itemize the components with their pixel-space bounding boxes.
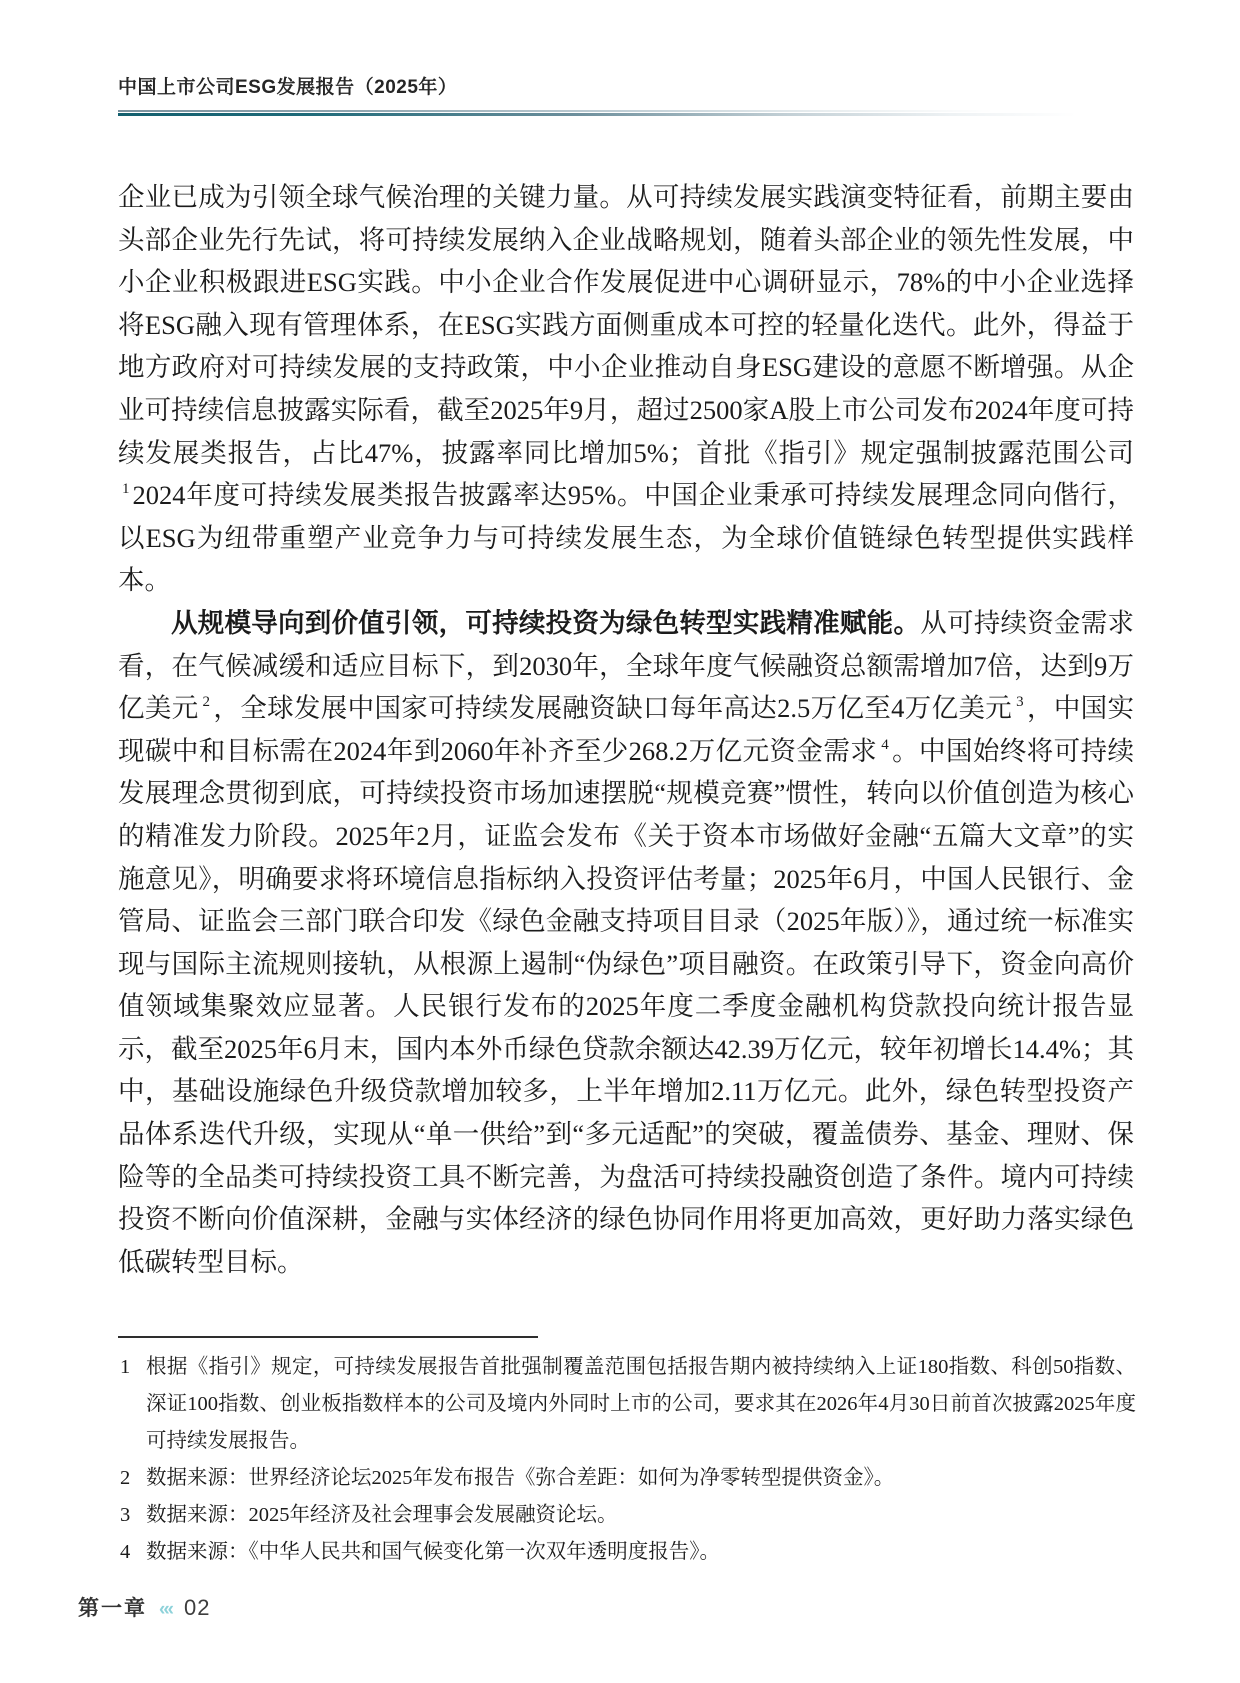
page-footer: [78, 1592, 210, 1622]
body-text: [118, 176, 1134, 1283]
header-rule: [118, 110, 1160, 116]
footnote-number: 2: [120, 1467, 131, 1489]
footnote: [118, 1349, 1136, 1460]
paragraph: [118, 176, 1134, 602]
chapter-label: 第一章: [78, 1597, 147, 1620]
footnote-number: 1: [120, 1356, 131, 1378]
footnote-separator: [118, 1336, 538, 1338]
footnote-ref: 4: [881, 736, 889, 753]
paragraph-text: 2024年度可持续发展类报告披露率达95%。中国企业秉承可持续发展理念同向偕行，以ESG为纽带重塑产业竞争力与可持续发展生态，为全球价值链绿色转型提供实践样本。: [118, 480, 1134, 596]
footnote: [118, 1460, 1136, 1497]
footnote-ref: 1: [122, 481, 130, 498]
page-header: [118, 72, 1160, 116]
footnote-ref: 3: [1016, 694, 1024, 711]
paragraph-text: ，中国实现碳中和目标需在2024年到2060年补齐至少268.2万亿元资金需求: [118, 693, 1135, 766]
paragraph-text: 企业已成为引领全球气候治理的关键力量。从可持续发展实践演变特征看，前期主要由头部企业先行先试，将可持续发展纳入企业战略规划，随着头部企业的领先性发展，中小企业积极跟进ESG实践。中小企业合作发展促进中心调研显示，78%的中小企业选择将ESG融入现有管理体系，在ESG实践方面侧重成本可控的轻量化迭代。此外，得益于地方政府对可持续发展的支持政策，中小企业推动自身ESG建设的意愿不断增强。从企业可持续信息披露实际看，截至2025年9月，超过2500家A股上市公司发布2024年度可持续发展类报告，占比47%，披露率同比增加5%；首批《指引》规定强制披露范围公司: [118, 182, 1134, 468]
footnote-text: 数据来源：世界经济论坛2025年发布报告《弥合差距：如何为净零转型提供资金》。: [146, 1467, 895, 1489]
chevrons-icon: ‹‹‹: [159, 1599, 172, 1620]
page-number: 02: [183, 1595, 211, 1620]
running-header-title: 中国上市公司ESG发展报告（2025年）: [118, 77, 458, 98]
paragraph: [118, 602, 1134, 1284]
footnote: [118, 1497, 1136, 1534]
paragraph-lead-bold: 从规模导向到价值引领，可持续投资为绿色转型实践精准赋能。: [171, 607, 921, 638]
paragraph-text: 。中国始终将可持续发展理念贯彻到底，可持续投资市场加速摆脱“规模竞赛”惯性，转向以价值创造为核心的精准发力阶段。2025年2月，证监会发布《关于资本市场做好金融“五篇大文章”的实施意见》，明确要求将环境信息指标纳入投资评估考量；2025年6月，中国人民银行、金管局、证监会三部门联合印发《绿色金融支持项目目录（2025年版）》，通过统一标准实现与国际主流规则接轨，从根源上遏制“伪绿色”项目融资。在政策引导下，资金向高价值领域集聚效应显著。人民银行发布的2025年度二季度金融机构贷款投向统计报告显示，截至2025年6月末，国内本外币绿色贷款余额达42.39万亿元，较年初增长14.4%；其中，基础设施绿色升级贷款增加较多，上半年增加2.11万亿元。此外，绿色转型投资产品体系迭代升级，实现从“单一供给”到“多元适配”的突破，覆盖债券、基金、理财、保险等的全品类可持续投资工具不断完善，为盘活可持续投融资创造了条件。境内可持续投资不断向价值深耕，金融与实体经济的绿色协同作用将更加高效，更好助力落实绿色低碳转型目标。: [118, 735, 1135, 1277]
footnote: [118, 1534, 1136, 1571]
paragraph-text: 从可持续资金需求看，在气候减缓和适应目标下，到2030年，全球年度气候融资总额需增加7倍，达到9万亿美元: [118, 607, 1135, 724]
footnote-number: 4: [120, 1541, 131, 1563]
footnote-number: 3: [120, 1504, 131, 1526]
footnote-text: 数据来源：2025年经济及社会理事会发展融资论坛。: [146, 1504, 618, 1526]
footnote-text: 数据来源：《中华人民共和国气候变化第一次双年透明度报告》。: [146, 1541, 720, 1563]
footnotes: [118, 1349, 1136, 1571]
footnote-text: 根据《指引》规定，可持续发展报告首批强制覆盖范围包括报告期内被持续纳入上证180指数、科创50指数、深证100指数、创业板指数样本的公司及境内外同时上市的公司，要求其在2026年4月30日前首次披露2025年度可持续发展报告。: [146, 1356, 1136, 1452]
footnote-ref: 2: [202, 694, 211, 711]
header-rule-bottom-line: [118, 113, 1160, 116]
paragraph-text: ，全球发展中国家可持续发展融资缺口每年高达2.5万亿至4万亿美元: [213, 693, 1013, 724]
